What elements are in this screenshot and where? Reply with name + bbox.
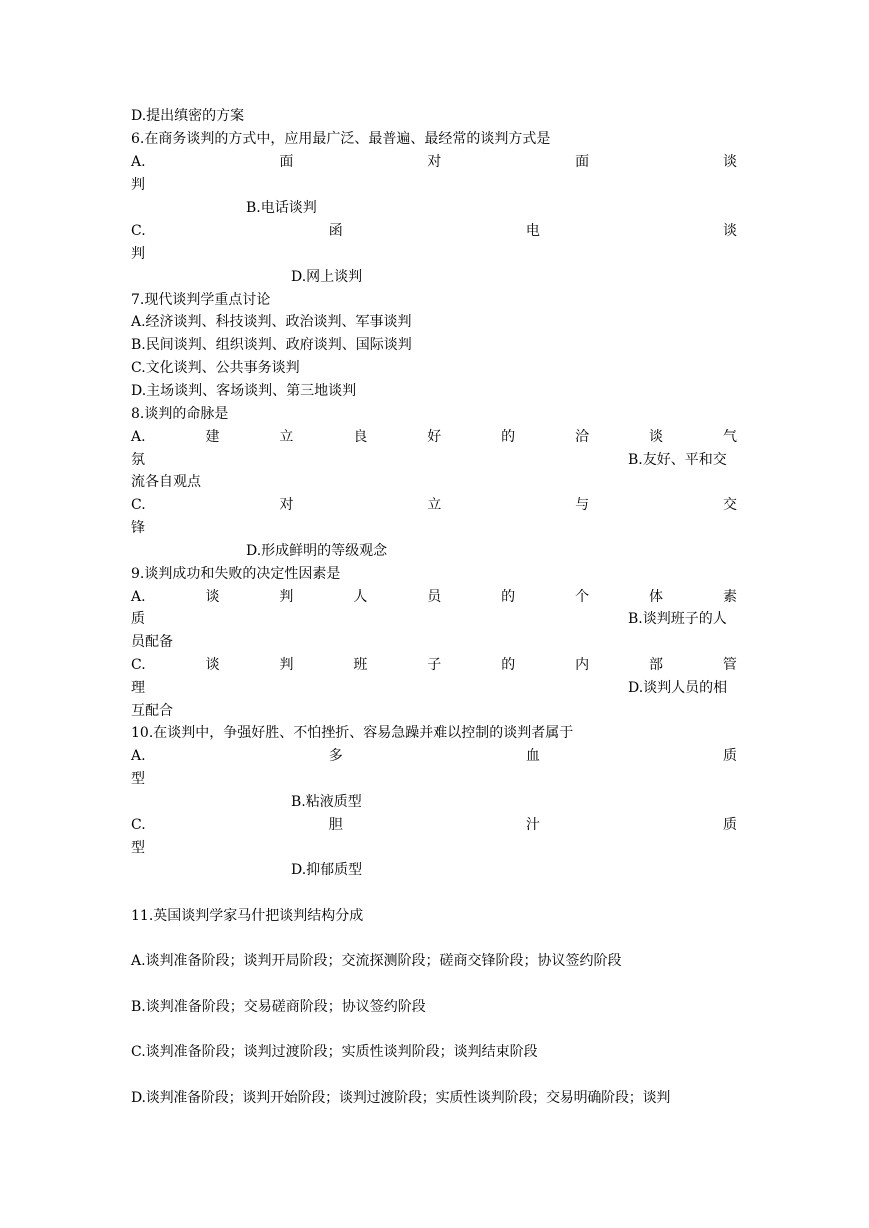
q9-option-b-part2: 员配备 xyxy=(131,634,173,650)
q7-stem: 7.现代谈判学重点讨论 xyxy=(131,292,271,308)
q6-option-c-row2: 判 xyxy=(131,246,145,262)
q9-option-a-row2: 质 xyxy=(131,611,145,627)
q6-option-a-row2: 判 xyxy=(131,177,145,193)
q8-option-a-row1: A. 建 立 良 好 的 洽 谈 气 xyxy=(131,429,737,445)
q10-option-c-row1: C. 胆 汁 质 xyxy=(131,817,737,833)
q9-option-b-part1: B.谈判班子的人 xyxy=(628,611,727,627)
q6-option-a-row1: A. 面 对 面 谈 xyxy=(131,154,737,170)
q10-option-a-row2: 型 xyxy=(131,771,145,787)
q9-option-c-row2: 理 xyxy=(131,680,145,696)
q8-stem: 8.谈判的命脉是 xyxy=(131,406,229,422)
q11-stem: 11.英国谈判学家马什把谈判结构分成 xyxy=(131,908,364,924)
q10-option-d: D.抑郁质型 xyxy=(291,862,363,878)
q11-option-a: A.谈判准备阶段；谈判开局阶段；交流探测阶段；磋商交锋阶段；协议签约阶段 xyxy=(131,953,622,969)
q8-option-b-part1: B.友好、平和交 xyxy=(628,452,727,468)
q9-option-c-row1: C. 谈 判 班 子 的 内 部 管 xyxy=(131,657,737,673)
q9-option-a-row1: A. 谈 判 人 员 的 个 体 素 xyxy=(131,589,737,605)
q5-option-d: D.提出缜密的方案 xyxy=(131,108,245,124)
q11-option-c: C.谈判准备阶段；谈判过渡阶段；实质性谈判阶段；谈判结束阶段 xyxy=(131,1044,538,1060)
q10-stem: 10.在谈判中，争强好胜、不怕挫折、容易急躁并难以控制的谈判者属于 xyxy=(131,725,574,741)
q10-option-a-row1: A. 多 血 质 xyxy=(131,748,737,764)
q6-option-b: B.电话谈判 xyxy=(246,200,317,216)
q8-option-a-row2: 氛 xyxy=(131,452,145,468)
q11-option-d: D.谈判准备阶段；谈判开始阶段；谈判过渡阶段；实质性谈判阶段；交易明确阶段；谈判 xyxy=(131,1090,671,1106)
q10-option-b: B.粘液质型 xyxy=(291,794,362,810)
q7-option-a: A.经济谈判、科技谈判、政治谈判、军事谈判 xyxy=(131,314,412,330)
q6-option-c-row1: C. 函 电 谈 xyxy=(131,223,737,239)
q8-option-c-row1: C. 对 立 与 交 xyxy=(131,497,737,513)
q6-option-d: D.网上谈判 xyxy=(291,269,363,285)
q7-option-c: C.文化谈判、公共事务谈判 xyxy=(131,360,300,376)
q8-option-c-row2: 锋 xyxy=(131,520,145,536)
q7-option-d: D.主场谈判、客场谈判、第三地谈判 xyxy=(131,383,357,399)
q10-option-c-row2: 型 xyxy=(131,840,145,856)
q8-option-d: D.形成鲜明的等级观念 xyxy=(246,543,388,559)
q11-option-b: B.谈判准备阶段；交易磋商阶段；协议签约阶段 xyxy=(131,999,426,1015)
q7-option-b: B.民间谈判、组织谈判、政府谈判、国际谈判 xyxy=(131,337,412,353)
q9-stem: 9.谈判成功和失败的决定性因素是 xyxy=(131,566,341,582)
q8-option-b-part2: 流各自观点 xyxy=(131,474,201,490)
q9-option-d-part2: 互配合 xyxy=(131,703,173,719)
q6-stem: 6.在商务谈判的方式中，应用最广泛、最普遍、最经常的谈判方式是 xyxy=(131,131,551,147)
q9-option-d-part1: D.谈判人员的相 xyxy=(628,680,728,696)
